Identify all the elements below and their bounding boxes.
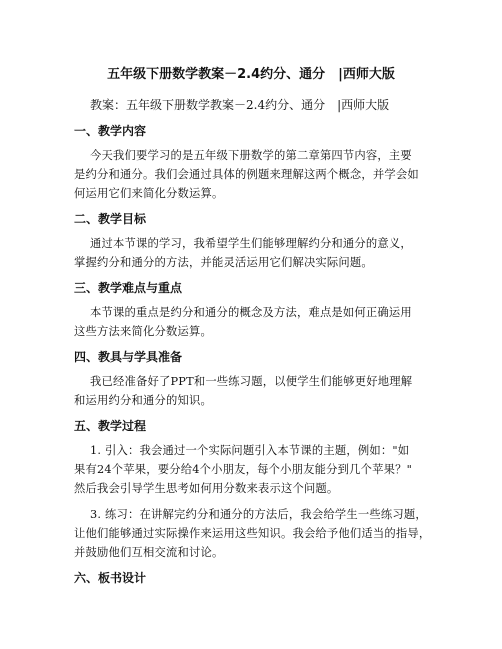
- paragraph-line: 今天我们要学习的是五年级下册数学的第二章第四节内容，主要: [90, 149, 412, 162]
- paragraph-line: 和运用约分和通分的知识。: [74, 394, 212, 407]
- paragraph-line: 让他们能够通过实际操作来运用这些知识。我会给予他们适当的指导，: [74, 527, 431, 540]
- section-heading-objectives: 二、教学目标: [74, 212, 147, 226]
- paragraph-line: 这些方法来简化分数运算。: [74, 325, 212, 338]
- paragraph-line: 果有24个苹果，要分给4个小朋友，每个小朋友能分到几个苹果？": [74, 463, 412, 476]
- paragraph-line: 3. 练习：在讲解完约分和通分的方法后，我会给学生一些练习题，: [90, 508, 427, 521]
- paragraph-line: 1. 引入：我会通过一个实际问题引入本节课的主题，例如："如: [90, 444, 410, 457]
- paragraph-line: 掌握约分和通分的方法，并能灵活运用它们解决实际问题。: [74, 256, 373, 269]
- section-heading-materials: 四、教具与学具准备: [74, 350, 183, 364]
- document-title: 五年级下册数学教案－2.4约分、通分 |西师大版: [107, 67, 395, 82]
- paragraph-line: 是约分和通分。我们会通过具体的例题来理解这两个概念，并学会如: [74, 168, 419, 181]
- section-heading-process: 五、教学过程: [74, 419, 147, 433]
- paragraph-line: 通过本节课的学习，我希望学生们能够理解约分和通分的意义，: [90, 237, 412, 250]
- document-subtitle: 教案：五年级下册数学教案－2.4约分、通分 |西师大版: [90, 98, 390, 112]
- paragraph-line: 并鼓励他们互相交流和讨论。: [74, 546, 224, 559]
- section-heading-board-design: 六、板书设计: [74, 571, 147, 585]
- paragraph-line: 我已经准备好了PPT和一些练习题，以便学生们能够更好地理解: [90, 375, 413, 388]
- section-heading-content: 一、教学内容: [74, 124, 147, 138]
- paragraph-line: 何运用它们来简化分数运算。: [74, 187, 224, 200]
- section-heading-key-points: 三、教学难点与重点: [74, 281, 183, 295]
- paragraph-line: 然后我会引导学生思考如何用分数来表示这个问题。: [74, 482, 339, 495]
- paragraph-line: 本节课的重点是约分和通分的概念及方法，难点是如何正确运用: [90, 306, 412, 319]
